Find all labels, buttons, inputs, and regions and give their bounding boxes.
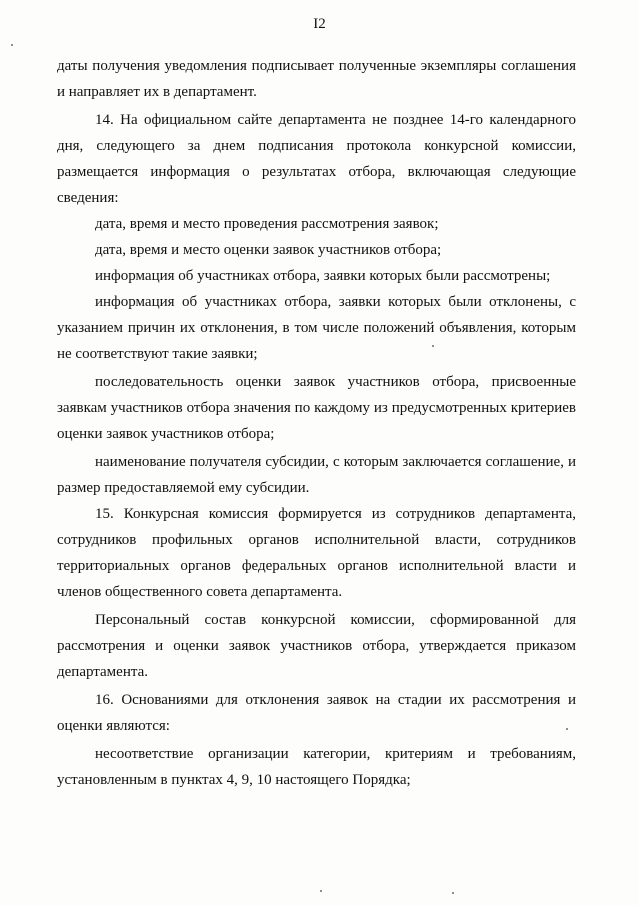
paragraph-6: информация об участниках отбора, заявки которых были отклонены, с указанием причин их отклонения, в том числе положений объявления, которым не соответствуют такие заявки; [57, 294, 576, 362]
paragraph-2: 14. На официальном сайте департамента не позднее 14-го календарного дня, следующего за днем подписания протокола конкурсной комиссии, размещается информация о результатах отбора, включающая следующие сведения: [57, 112, 576, 206]
paragraph-5: информация об участниках отбора, заявки которых были рассмотрены; [95, 268, 551, 284]
paragraph-9: 15. Конкурсная комиссия формируется из сотрудников департамента, сотрудников профильных органов исполнительной власти, сотрудников территориальных органов федеральных органов исполнительной власти и членов общественного совета департамента. [57, 506, 576, 600]
paragraph-10: Персональный состав конкурсной комиссии, сформированной для рассмотрения и оценки заявок участников отбора, утверждается приказом департамента. [57, 612, 576, 680]
paragraph-3: дата, время и место проведения рассмотрения заявок; [95, 216, 439, 232]
paragraph-7: последовательность оценки заявок участников отбора, присвоенные заявкам участников отбора значения по каждому из предусмотренных критериев оценки заявок участников отбора; [57, 374, 576, 442]
scan-speck [432, 345, 434, 347]
paragraph-8: наименование получателя субсидии, с которым заключается соглашение, и размер предоставляемой ему субсидии. [57, 454, 576, 496]
paragraph-1: даты получения уведомления подписывает полученные экземпляры соглашения и направляет их в департамент. [57, 58, 576, 100]
paragraph-12: несоответствие организации категории, критериям и требованиям, установленным в пунктах 4, 9, 10 настоящего Порядка; [57, 746, 576, 788]
scan-speck [11, 44, 13, 46]
scan-speck [320, 890, 322, 892]
scan-speck [452, 892, 454, 894]
page-number: I2 [313, 16, 326, 32]
paragraph-4: дата, время и место оценки заявок участников отбора; [95, 242, 442, 258]
document-body [57, 53, 576, 793]
scan-speck [566, 728, 568, 730]
paragraph-11: 16. Основаниями для отклонения заявок на стадии их рассмотрения и оценки являются: [57, 692, 576, 734]
